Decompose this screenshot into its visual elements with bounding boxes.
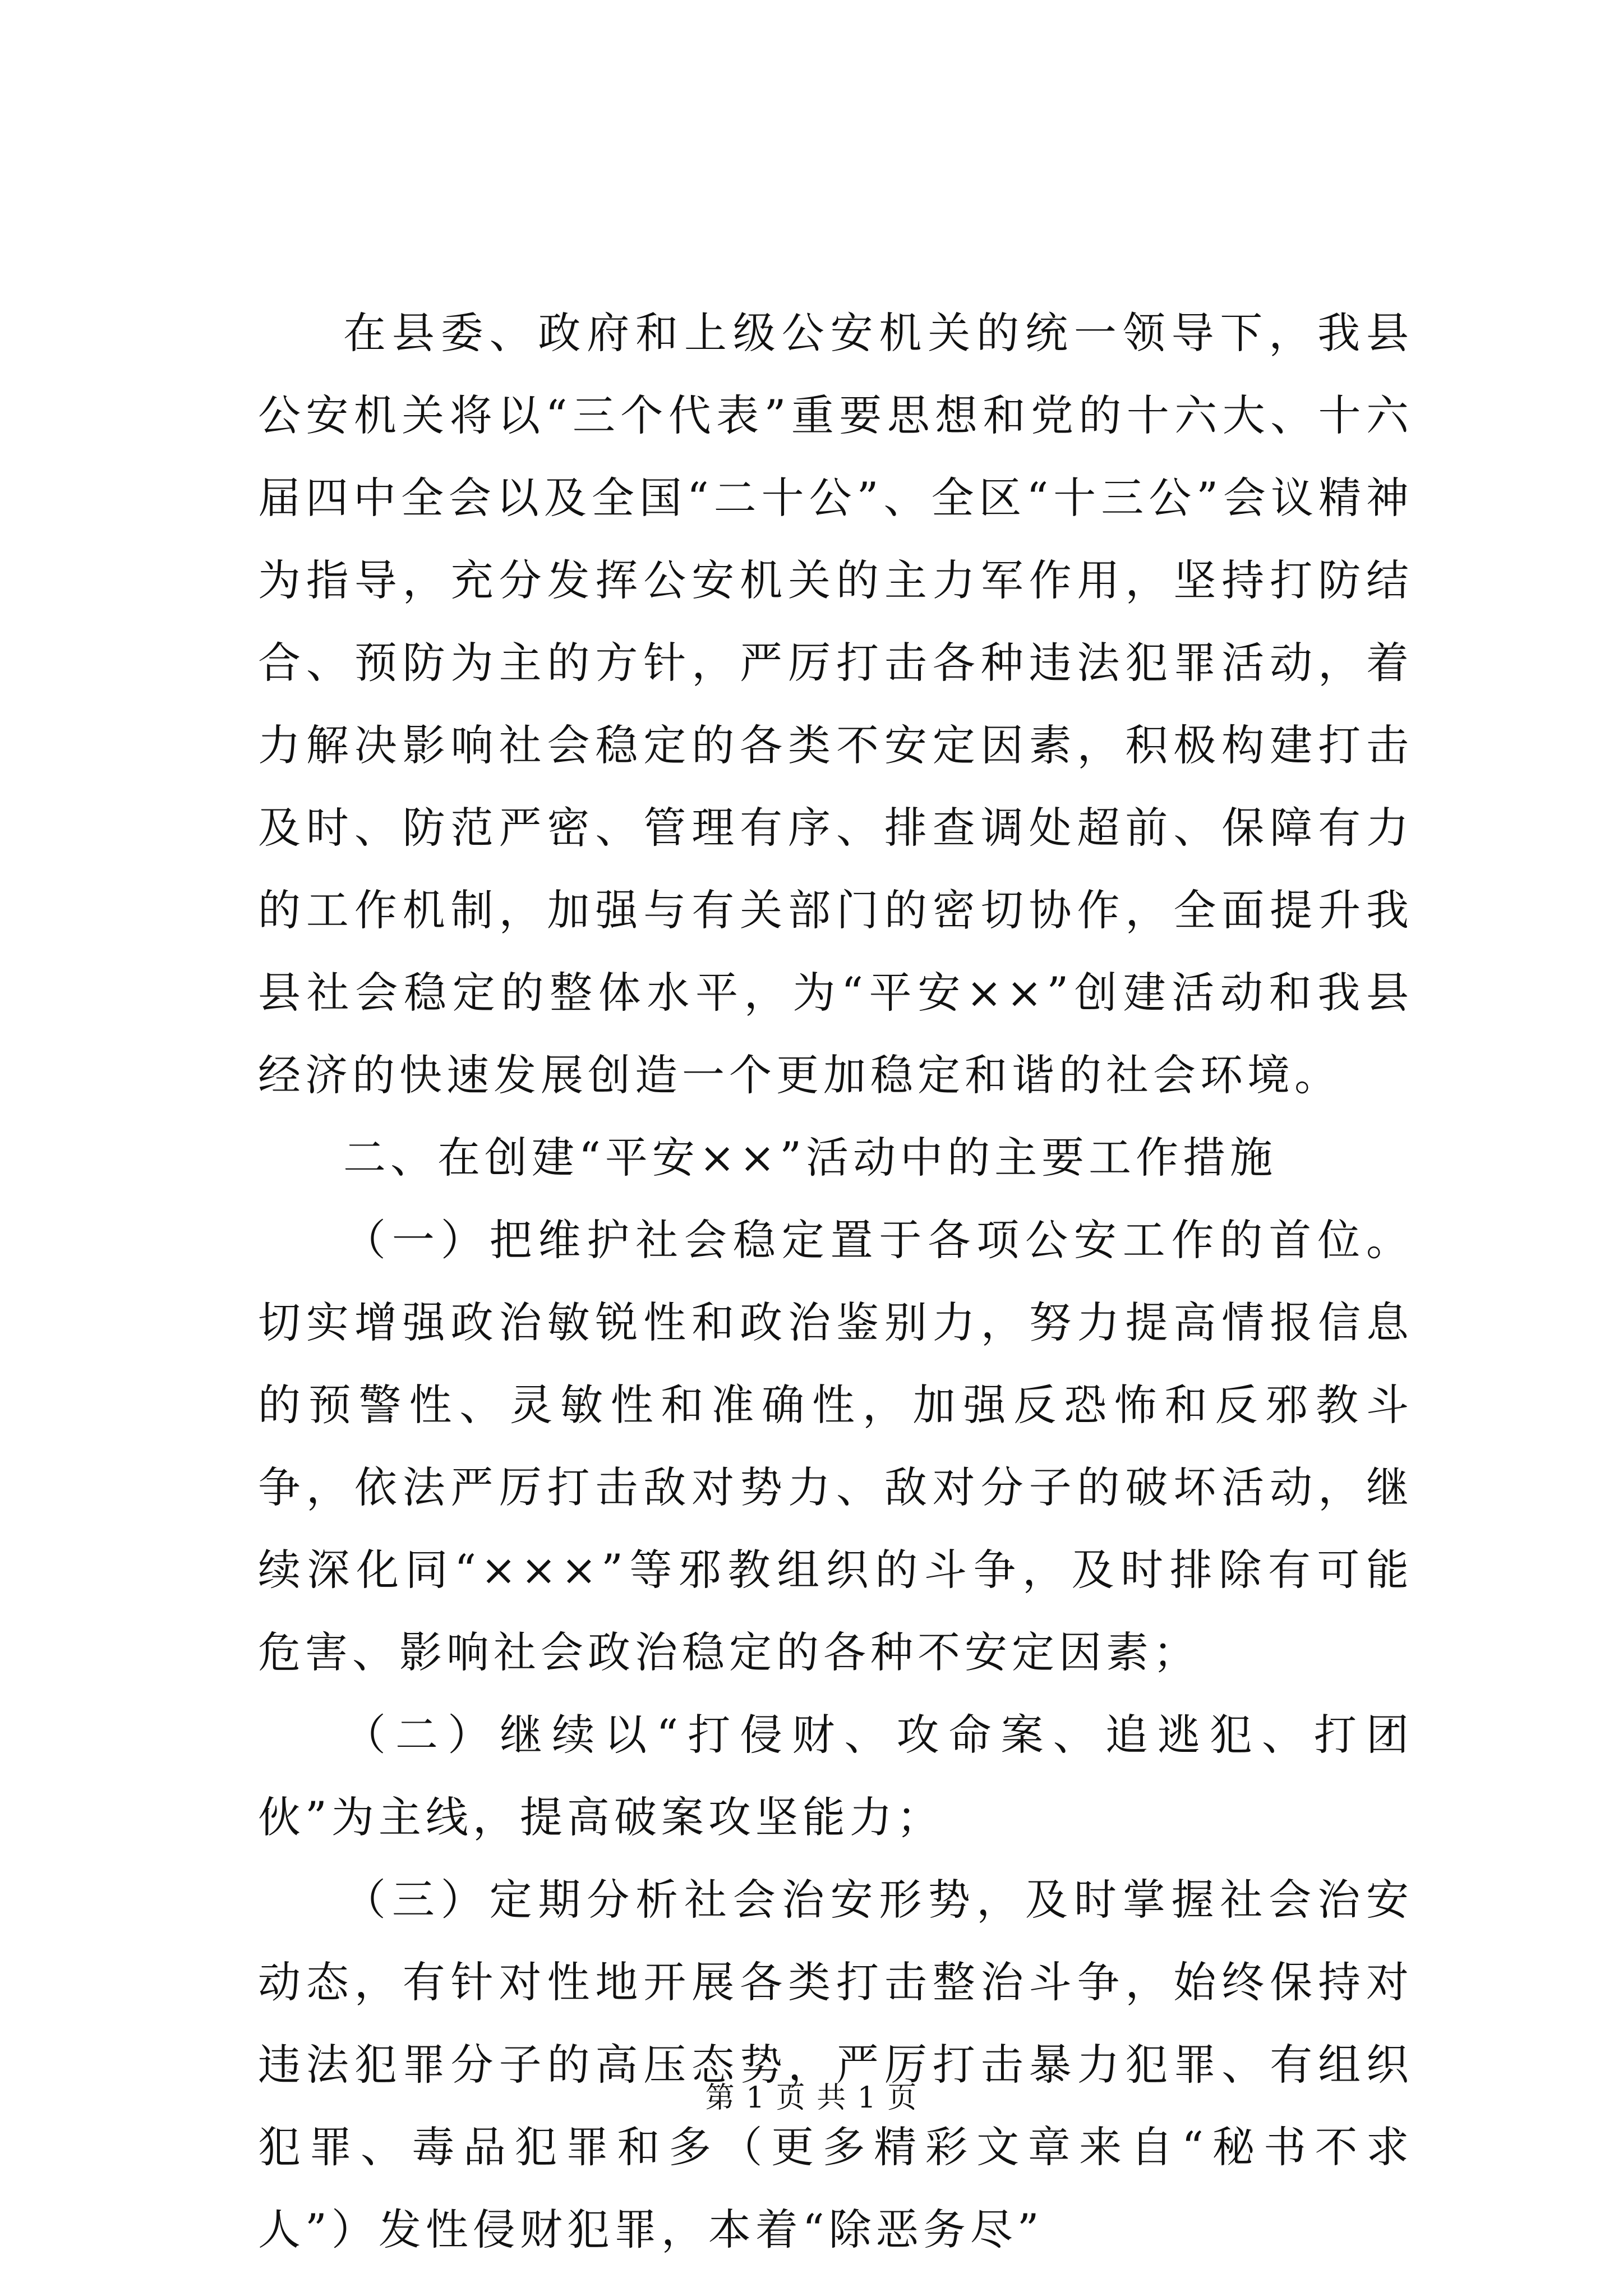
paragraph-intro: 在县委、政府和上级公安机关的统一领导下，我县公安机关将以“三个代表”重要思想和党的十六大、十六届四中全会以及全国“二十公”、全区“十三公”会议精神为指导，充分发挥公安机关的主力军作用，坚持打防结合、预防为主的方针，严厉打击各种违法犯罪活动，着力解决影响社会稳定的各类不安定因素，积极构建打击及时、防范严密、管理有序、排查调处超前、保障有力的工作机制，加强与有关部门的密切协作，全面提升我县社会稳定的整体水平，为“平安××”创建活动和我县经济的快速发展创造一个更加稳定和谐的社会环境。 (258, 308, 1413, 1100)
document-body (258, 292, 1413, 2271)
paragraph-measure-3: （三）定期分析社会治安形势，及时掌握社会治安动态，有针对性地开展各类打击整治斗争，始终保持对违法犯罪分子的高压态势，严厉打击暴力犯罪、有组织犯罪、毒品犯罪和多（更多精彩文章来自“秘书不求人”）发性侵财犯罪，本着“除恶务尽” (258, 1875, 1413, 2254)
section-heading: 二、在创建“平安××”活动中的主要工作措施 (343, 1133, 1278, 1182)
paragraph-measure-2: （二）继续以“打侵财、攻命案、追逃犯、打团伙”为主线，提高破案攻坚能力； (258, 1710, 1413, 1842)
page-number-footer: 第 1 页 共 1 页 (705, 2081, 918, 2115)
paragraph-measure-1: （一）把维护社会稳定置于各项公安工作的首位。切实增强政治敏锐性和政治鉴别力，努力提高情报信息的预警性、灵敏性和准确性，加强反恐怖和反邪教斗争，依法严厉打击敌对势力、敌对分子的破坏活动，继续深化同“×××”等邪教组织的斗争，及时排除有可能危害、影响社会政治稳定的各种不安定因素； (258, 1215, 1413, 1677)
